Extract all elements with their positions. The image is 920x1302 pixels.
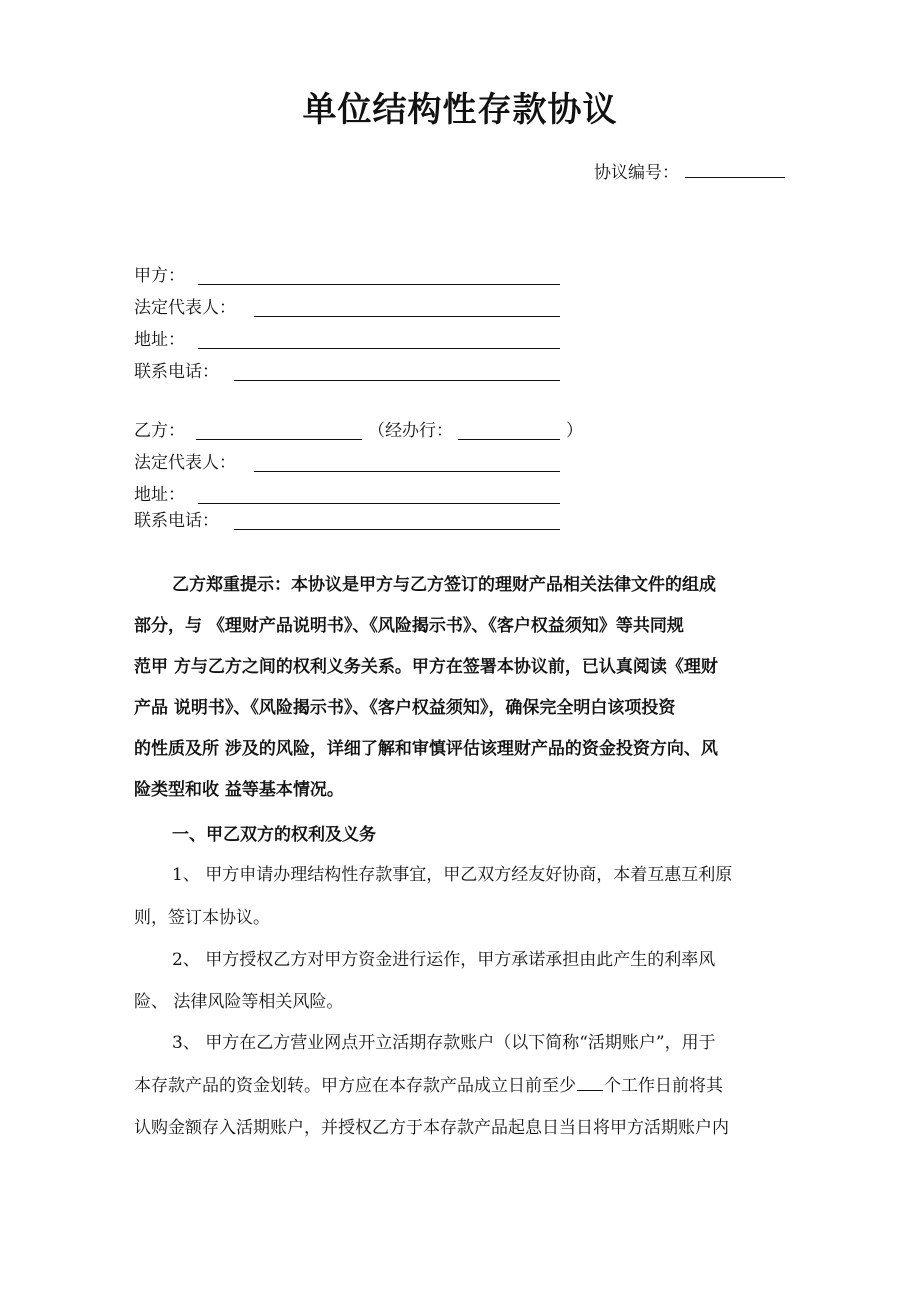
party-a-address-blank: [198, 348, 560, 349]
party-b-name-blank: [196, 439, 362, 440]
party-a-rep-blank: [254, 316, 560, 317]
notice-line: 产品 说明书》、《风险揭示书》、《客户权益须知》，确保完全明白该项投资: [134, 698, 676, 718]
party-b-rep-blank: [254, 471, 560, 472]
clause-2-line: 险、 法律风险等相关风险。: [134, 992, 344, 1012]
party-b-rep-label: 法定代表人：: [134, 453, 236, 473]
clause-3-line: 认购金额存入活期账户，并授权乙方于本存款产品起息日当日将甲方活期账户内: [134, 1118, 729, 1138]
party-b-phone-blank: [234, 529, 560, 530]
party-a-name-blank: [198, 284, 560, 285]
workdays-blank: [577, 1076, 603, 1091]
notice-line: 乙方郑重提示：本协议是甲方与乙方签订的理财产品相关法律文件的组成: [172, 575, 716, 595]
clause-3-line: [134, 1071, 723, 1096]
agreement-number-blank: [685, 162, 785, 178]
party-b-branch-close: ）: [566, 421, 583, 441]
document-title: 单位结构性存款协议: [302, 90, 618, 130]
clause-2-line: 2、 甲方授权乙方对甲方资金进行运作，甲方承诺承担由此产生的利率风: [172, 950, 716, 970]
notice-line: 险类型和收 益等基本情况。: [134, 780, 344, 800]
party-a-phone-blank: [234, 380, 560, 381]
party-b-branch-open: （经办行：: [368, 421, 453, 441]
agreement-number: [594, 158, 785, 183]
party-b-address-label: 地址：: [134, 485, 185, 505]
agreement-number-label: 协议编号：: [594, 163, 679, 183]
party-b-name-label: 乙方：: [134, 421, 185, 441]
party-a-phone-label: 联系电话：: [134, 362, 219, 382]
clause-1-line: 1、 甲方申请办理结构性存款事宜，甲乙双方经友好协商，本着互惠互利原: [172, 865, 733, 885]
party-a-name-label: 甲方：: [134, 266, 185, 286]
clause-3-line: 3、 甲方在乙方营业网点开立活期存款账户（以下简称“活期账户”，用于: [172, 1033, 716, 1053]
party-a-address-label: 地址：: [134, 330, 185, 350]
notice-line: 范甲 方与乙方之间的权利义务关系。甲方在签署本协议前，已认真阅读《理财: [134, 657, 718, 677]
clause-1-line: 则，签订本协议。: [134, 908, 270, 928]
party-b-address-blank: [198, 503, 560, 504]
clause-3-text: 个工作日前将其: [604, 1076, 723, 1096]
notice-line: 部分，与 《理财产品说明书》、《风险揭示书》、《客户权益须知》等共同规: [134, 616, 684, 636]
party-b-branch-blank: [458, 439, 560, 440]
notice-line: 的性质及所 涉及的风险，详细了解和审慎评估该理财产品的资金投资方向、风: [134, 739, 718, 759]
party-b-phone-label: 联系电话：: [134, 511, 219, 531]
section-heading: 一、甲乙双方的权利及义务: [172, 825, 376, 845]
party-a-rep-label: 法定代表人：: [134, 298, 236, 318]
clause-3-text: 本存款产品的资金划转。甲方应在本存款产品成立日前至少: [134, 1076, 576, 1096]
